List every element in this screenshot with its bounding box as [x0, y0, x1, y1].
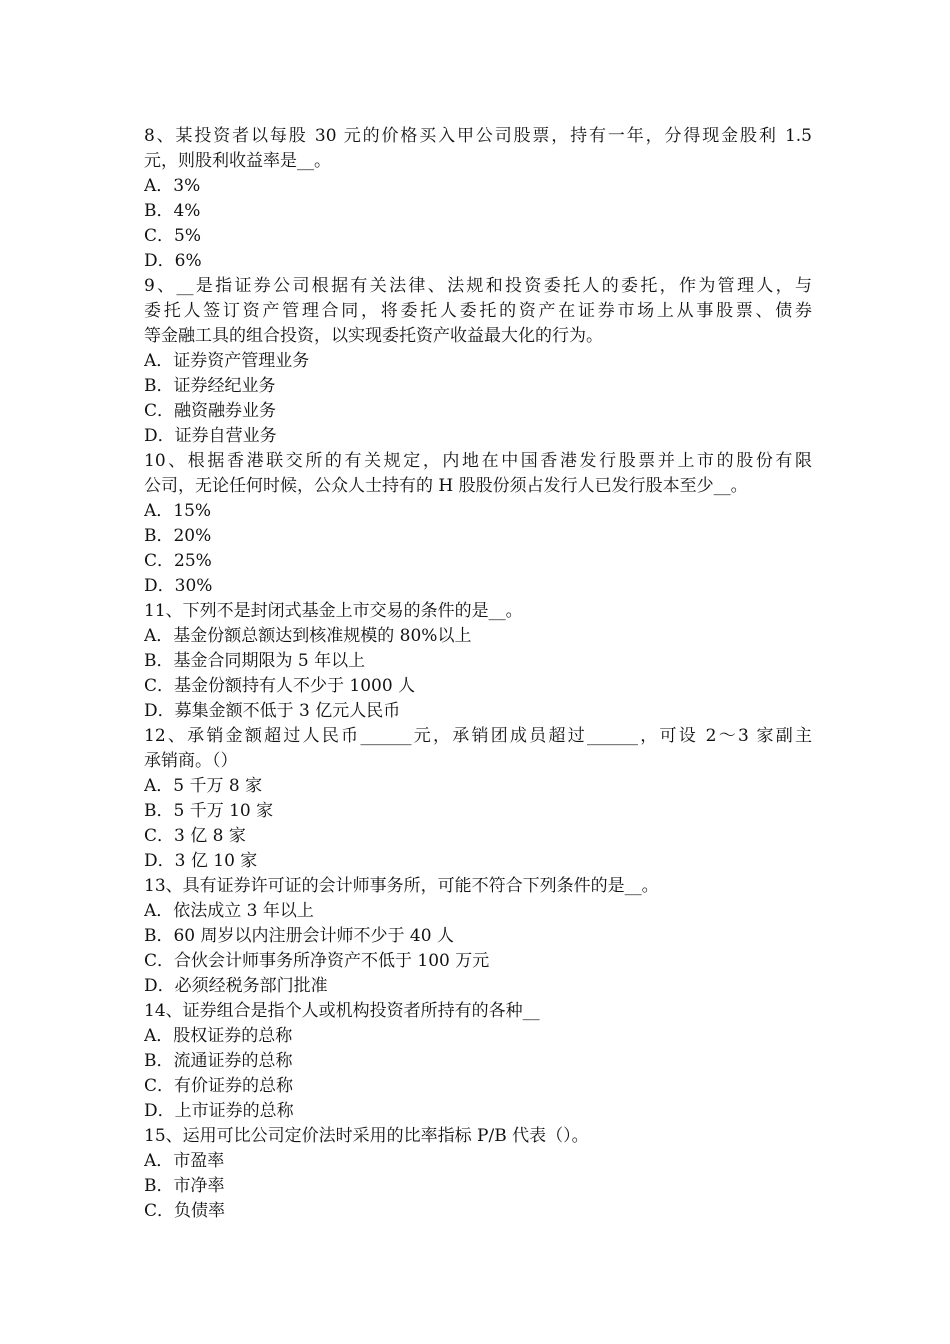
question-9-option-a: A．证券资产管理业务 — [144, 351, 310, 371]
question-10-option-d: D．30% — [144, 576, 213, 596]
question-13-option-a: A．依法成立 3 年以上 — [144, 901, 314, 921]
question-12-option-a: A．5 千万 8 家 — [144, 776, 263, 796]
question-14-option-b: B．流通证券的总称 — [144, 1051, 293, 1071]
question-12-text-line-2: 承销商。（） — [144, 751, 238, 771]
question-14-option-d: D．上市证券的总称 — [144, 1101, 294, 1121]
question-10-option-c: C．25% — [144, 551, 212, 571]
question-8-text-line-1: 8、某投资者以每股 30 元的价格买入甲公司股票，持有一年，分得现金股利 1.5 — [144, 126, 812, 146]
question-14-text: 14、证券组合是指个人或机构投资者所持有的各种__ — [144, 1001, 540, 1021]
question-12-text-line-1: 12、承销金额超过人民币______元，承销团成员超过______，可设 2～3 家副主 — [144, 726, 812, 746]
question-11-option-a: A．基金份额总额达到核准规模的 80%以上 — [144, 626, 472, 646]
question-9-text-line-3: 等金融工具的组合投资，以实现委托资产收益最大化的行为。 — [144, 326, 603, 346]
question-11-option-c: C．基金份额持有人不少于 1000 人 — [144, 676, 416, 696]
document-body — [144, 124, 812, 1224]
question-8-option-b: B．4% — [144, 201, 201, 221]
question-10-text-line-1: 10、根据香港联交所的有关规定，内地在中国香港发行股票并上市的股份有限 — [144, 451, 812, 471]
question-15-option-a: A．市盈率 — [144, 1151, 225, 1171]
question-15-option-b: B．市净率 — [144, 1176, 225, 1196]
question-9-option-d: D．证券自营业务 — [144, 426, 277, 446]
question-13-text: 13、具有证券许可证的会计师事务所，可能不符合下列条件的是__。 — [144, 876, 659, 896]
question-11-text: 11、下列不是封闭式基金上市交易的条件的是__。 — [144, 601, 523, 621]
question-13-option-b: B．60 周岁以内注册会计师不少于 40 人 — [144, 926, 454, 946]
question-15-option-c: C．负债率 — [144, 1201, 226, 1221]
question-10-option-a: A．15% — [144, 501, 212, 521]
question-8-option-c: C．5% — [144, 226, 201, 246]
question-9-option-c: C．融资融券业务 — [144, 401, 277, 421]
question-11-option-d: D．募集金额不低于 3 亿元人民币 — [144, 701, 401, 721]
question-12-option-d: D．3 亿 10 家 — [144, 851, 258, 871]
question-9-option-b: B．证券经纪业务 — [144, 376, 276, 396]
question-12-option-b: B．5 千万 10 家 — [144, 801, 274, 821]
question-12-option-c: C．3 亿 8 家 — [144, 826, 246, 846]
question-9-text-line-2: 委托人签订资产管理合同，将委托人委托的资产在证券市场上从事股票、债券 — [144, 301, 812, 321]
question-9-text-line-1: 9、__是指证券公司根据有关法律、法规和投资委托人的委托，作为管理人，与 — [144, 276, 812, 296]
question-15-text: 15、运用可比公司定价法时采用的比率指标 P/B 代表（）。 — [144, 1126, 589, 1146]
question-14-option-a: A．股权证券的总称 — [144, 1026, 293, 1046]
question-8-option-a: A．3% — [144, 176, 201, 196]
question-13-option-c: C．合伙会计师事务所净资产不低于 100 万元 — [144, 951, 490, 971]
question-14-option-c: C．有价证券的总称 — [144, 1076, 294, 1096]
question-8-option-d: D．6% — [144, 251, 202, 271]
question-13-option-d: D．必须经税务部门批准 — [144, 976, 328, 996]
question-10-text-line-2: 公司，无论任何时候，公众人士持有的 H 股股份须占发行人已发行股本至少__。 — [144, 476, 748, 496]
question-10-option-b: B．20% — [144, 526, 212, 546]
question-8-text-line-2: 元，则股利收益率是__。 — [144, 151, 331, 171]
question-11-option-b: B．基金合同期限为 5 年以上 — [144, 651, 366, 671]
